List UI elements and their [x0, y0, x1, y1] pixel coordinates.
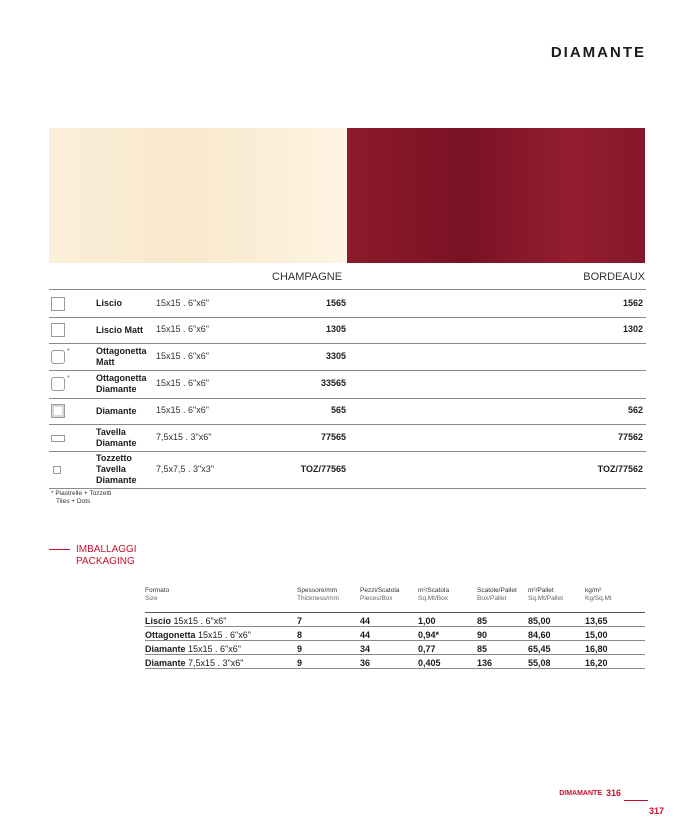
packaging-header-it: Scatole/Pallet [477, 587, 517, 594]
packaging-thickness: 7 [297, 616, 303, 626]
packaging-header [360, 587, 399, 603]
product-name [96, 427, 137, 449]
packaging-pieces: 44 [360, 616, 371, 626]
footnote-it: * Piastrelle + Tozzetti [51, 490, 112, 497]
dot-marker-icon: * [67, 375, 70, 382]
code-champagne: 1565 [325, 297, 346, 308]
code-champagne: 1305 [325, 324, 346, 334]
code-champagne: 565 [330, 405, 346, 415]
product-name-line: Diamante [96, 475, 137, 485]
octagon-tile-dot-icon [51, 377, 65, 391]
packaging-sqm-box: 0,405 [418, 658, 441, 668]
diamond-square-tile-icon [51, 404, 65, 418]
packaging-header [297, 587, 339, 603]
table-row [49, 398, 646, 424]
packaging-rule [145, 612, 645, 613]
packaging-kg: 16,20 [585, 658, 608, 668]
packaging-format [145, 630, 251, 640]
packaging-format-name: Liscio [145, 616, 172, 626]
footer-label: DIMAMANTE [559, 790, 602, 797]
packaging-kg: 16,80 [585, 644, 608, 654]
packaging-format-size: 15x15 . 6"x6" [173, 616, 227, 626]
packaging-sqm-box: 1,00 [418, 616, 436, 626]
packaging-rule [145, 640, 645, 641]
product-name-line: Liscio Matt [96, 324, 144, 335]
product-name-line: Ottagonetta [96, 345, 147, 356]
packaging-sqm-pallet: 85,00 [528, 616, 551, 626]
page-title: DIAMANTE [550, 44, 646, 61]
packaging-format-size: 15x15 . 6"x6" [188, 644, 241, 654]
product-name-line: Diamante [96, 405, 137, 416]
footer-accent-line [624, 800, 648, 801]
packaging-format-name: Diamante [145, 644, 186, 654]
square-tile-icon [51, 323, 65, 337]
product-name [96, 373, 147, 395]
packaging-title-en: PACKAGING [76, 556, 135, 567]
packaging-thickness: 9 [297, 644, 303, 654]
packaging-box-pallet: 90 [477, 630, 488, 640]
footer-page-left: 316 [605, 788, 621, 798]
product-name-line: Matt [96, 356, 115, 367]
packaging-header-it: Formato [145, 587, 170, 594]
footer-page-right: 317 [648, 806, 664, 816]
footnote [51, 490, 111, 506]
packaging-pieces: 34 [360, 644, 371, 654]
product-name-line: Liscio [96, 298, 123, 308]
packaging-format-size: 7,5x15 . 3"x6" [188, 658, 244, 668]
small-square-tile-icon [53, 466, 61, 474]
packaging-header-en: Pieces/Box [360, 595, 393, 602]
table-row [49, 370, 646, 398]
packaging-accent-line [49, 549, 70, 550]
product-size: 15x15 . 6"x6" [156, 324, 209, 334]
dot-marker-icon: * [67, 347, 70, 355]
packaging-header-it: Pezzi/Scatola [360, 587, 400, 594]
packaging-sqm-pallet: 84,60 [528, 630, 551, 640]
product-size: 15x15 . 6"x6" [156, 350, 209, 361]
packaging-header-en: Thickness/mm [297, 595, 339, 602]
table-row [49, 451, 646, 488]
packaging-header-it: Spessore/mm [297, 587, 338, 594]
packaging-header-en: Box/Pallet [477, 595, 507, 602]
packaging-header-it: m²/Pallet [528, 587, 554, 594]
code-bordeaux: 562 [627, 405, 643, 415]
packaging-box-pallet: 85 [477, 644, 488, 654]
packaging-header-en: Kg/Sq.Mt [585, 595, 612, 602]
packaging-header-it: kg/m² [585, 587, 602, 594]
packaging-header [477, 587, 517, 603]
product-name [96, 325, 143, 336]
product-name [96, 453, 137, 486]
column-header-bordeaux: BORDEAUX [583, 271, 645, 283]
product-size: 15x15 . 6"x6" [156, 378, 209, 388]
footnote-en: Tiles + Dots [56, 498, 91, 505]
product-name-line: Tozzetto [96, 453, 132, 463]
table-row [49, 290, 646, 317]
packaging-header [585, 587, 612, 603]
table-row [49, 317, 646, 343]
packaging-format-size: 15x15 . 6"x6" [198, 630, 251, 640]
packaging-format-name: Ottagonetta [145, 630, 196, 640]
packaging-header [528, 587, 563, 603]
packaging-header-en: Size [145, 595, 158, 602]
packaging-box-pallet: 136 [477, 658, 493, 668]
square-tile-icon [51, 297, 65, 311]
packaging-sqm-box: 0,77 [418, 644, 436, 654]
product-size: 15x15 . 6"x6" [156, 405, 209, 415]
code-champagne: 33565 [320, 378, 346, 388]
table-rule [49, 488, 646, 489]
packaging-header-it: m²/Scatola [418, 587, 450, 594]
packaging-pieces: 44 [360, 630, 371, 640]
product-size: 7,5x7,5 . 3"x3" [156, 463, 214, 474]
rectangle-tile-icon [51, 435, 65, 442]
code-bordeaux: 1302 [622, 324, 643, 334]
packaging-format [145, 616, 226, 626]
packaging-kg: 13,65 [585, 616, 608, 626]
table-row [49, 424, 646, 451]
table-row [49, 343, 646, 370]
product-size: 7,5x15 . 3"x6" [156, 431, 212, 442]
product-name-line: Tavella [96, 426, 126, 437]
packaging-header [418, 587, 449, 603]
packaging-format [145, 644, 241, 654]
packaging-header [145, 587, 169, 603]
packaging-rule [145, 668, 645, 669]
packaging-sqm-box: 0,94* [418, 630, 440, 640]
column-header-champagne: CHAMPAGNE [272, 271, 343, 283]
packaging-box-pallet: 85 [477, 616, 488, 626]
champagne-swatch [49, 128, 346, 263]
product-name [96, 298, 122, 309]
code-bordeaux: TOZ/77562 [597, 463, 643, 474]
product-name-line: Tavella [96, 464, 126, 474]
packaging-thickness: 9 [297, 658, 303, 668]
code-champagne: TOZ/77565 [300, 463, 346, 474]
bordeaux-swatch [347, 128, 645, 263]
packaging-kg: 15,00 [585, 630, 608, 640]
packaging-header-en: Sq.Mt/Pallet [528, 595, 564, 602]
code-champagne: 3305 [325, 350, 346, 361]
code-bordeaux: 1562 [622, 297, 643, 308]
packaging-format [145, 658, 243, 668]
product-name [96, 406, 137, 417]
product-name-line: Ottagonetta [96, 373, 147, 383]
packaging-rule [145, 654, 645, 655]
packaging-format-name: Diamante [145, 658, 186, 668]
packaging-rule [145, 626, 645, 627]
code-champagne: 77565 [320, 431, 346, 442]
packaging-header-en: Sq.Mt/Box [418, 595, 448, 602]
packaging-pieces: 36 [360, 658, 371, 668]
product-name-line: Diamante [96, 384, 137, 394]
octagon-tile-dot-icon [51, 350, 65, 364]
product-size: 15x15 . 6"x6" [156, 297, 209, 308]
packaging-thickness: 8 [297, 630, 303, 640]
packaging-sqm-pallet: 65,45 [528, 644, 551, 654]
product-name [96, 346, 147, 368]
packaging-title-it: IMBALLAGGI [76, 544, 137, 555]
packaging-sqm-pallet: 55,08 [528, 658, 551, 668]
code-bordeaux: 77562 [617, 431, 643, 442]
product-name-line: Diamante [96, 437, 137, 448]
